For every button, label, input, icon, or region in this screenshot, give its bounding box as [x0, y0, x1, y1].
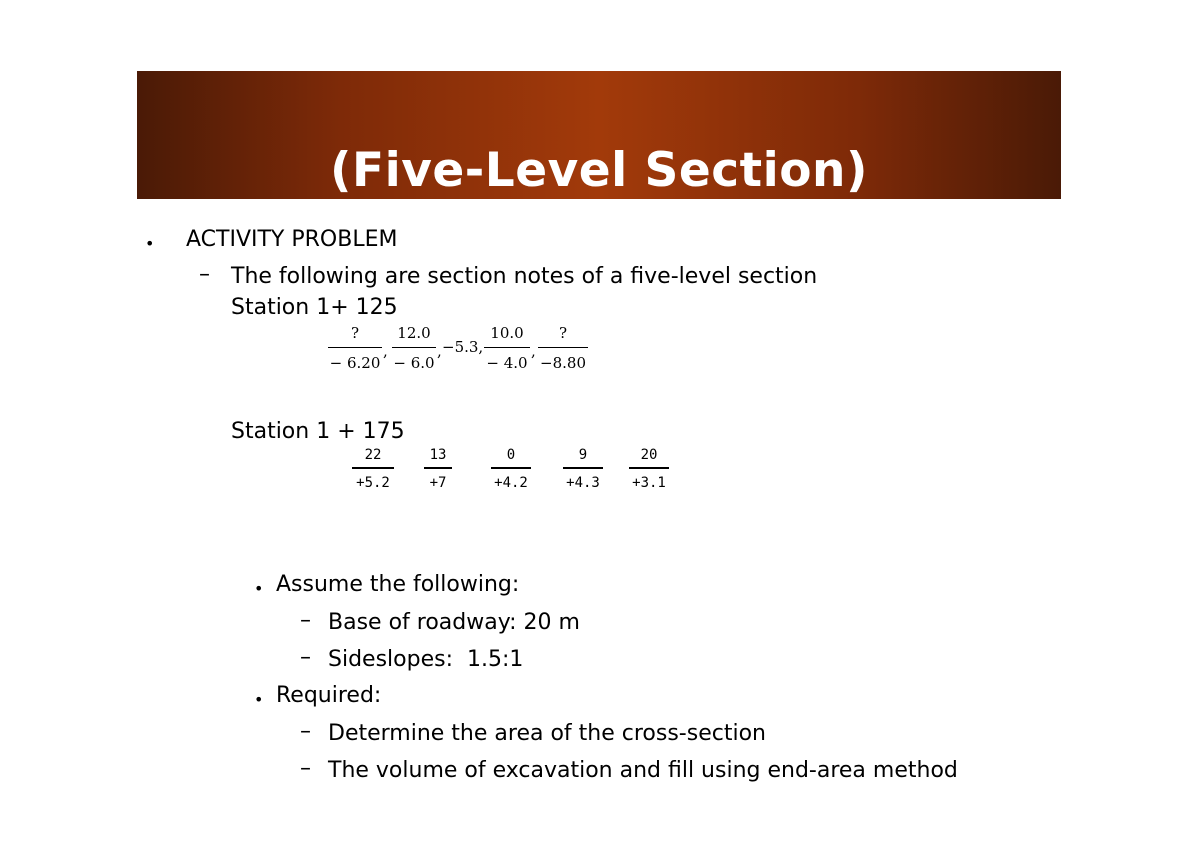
note-numerator: ? — [350, 324, 360, 342]
assume-item: Base of roadway: 20 m — [328, 610, 580, 635]
fraction-bar — [629, 467, 669, 469]
fraction-bar — [352, 467, 394, 469]
bullet-icon: • — [254, 690, 264, 709]
assume-item: Sideslopes: 1.5:1 — [328, 647, 524, 672]
note-separator: , — [531, 342, 536, 360]
dash-icon: – — [300, 756, 311, 781]
dash-icon: – — [199, 262, 210, 287]
fraction-bar — [328, 347, 382, 348]
note-denominator: +7 — [429, 475, 447, 491]
required-heading: Required: — [276, 683, 382, 708]
fraction-bar — [392, 347, 436, 348]
station-2-label: Station 1 + 175 — [231, 419, 405, 444]
dash-icon: – — [300, 608, 311, 633]
note-numerator: 20 — [640, 447, 658, 463]
fraction-bar — [563, 467, 603, 469]
note-denominator: +4.3 — [566, 475, 600, 491]
fraction-bar — [538, 347, 588, 348]
note-denominator: +5.2 — [356, 475, 390, 491]
assume-heading: Assume the following: — [276, 572, 520, 597]
bullet-icon: • — [145, 234, 155, 253]
fraction-bar — [491, 467, 531, 469]
note-separator: , — [383, 342, 388, 360]
activity-heading: ACTIVITY PROBLEM — [186, 227, 398, 252]
note-separator: , — [437, 342, 442, 360]
note-numerator: 22 — [364, 447, 382, 463]
note-denominator: +4.2 — [494, 475, 528, 491]
note-numerator: 13 — [429, 447, 447, 463]
note-numerator: ? — [558, 324, 568, 342]
note-denominator: − 6.20 — [329, 354, 381, 372]
slide-title: (Five-Level Section) — [330, 143, 868, 198]
required-item: Determine the area of the cross-section — [328, 721, 766, 746]
fraction-bar — [484, 347, 530, 348]
fraction-bar — [424, 467, 452, 469]
note-numerator: 0 — [506, 447, 516, 463]
note-denominator: − 6.0 — [393, 354, 435, 372]
note-denominator: − 4.0 — [486, 354, 528, 372]
note-center-value: −5.3, — [442, 338, 484, 356]
note-numerator: 12.0 — [397, 324, 431, 342]
title-banner — [137, 71, 1061, 199]
dash-icon: – — [300, 719, 311, 744]
dash-icon: – — [300, 645, 311, 670]
note-denominator: +3.1 — [632, 475, 666, 491]
note-denominator: −8.80 — [540, 354, 586, 372]
note-numerator: 10.0 — [490, 324, 524, 342]
note-numerator: 9 — [578, 447, 588, 463]
station-1-label: Station 1+ 125 — [231, 295, 398, 320]
required-item: The volume of excavation and fill using end-area method — [328, 758, 958, 783]
bullet-icon: • — [254, 579, 264, 598]
intro-text: The following are section notes of a five-level section — [231, 264, 818, 289]
